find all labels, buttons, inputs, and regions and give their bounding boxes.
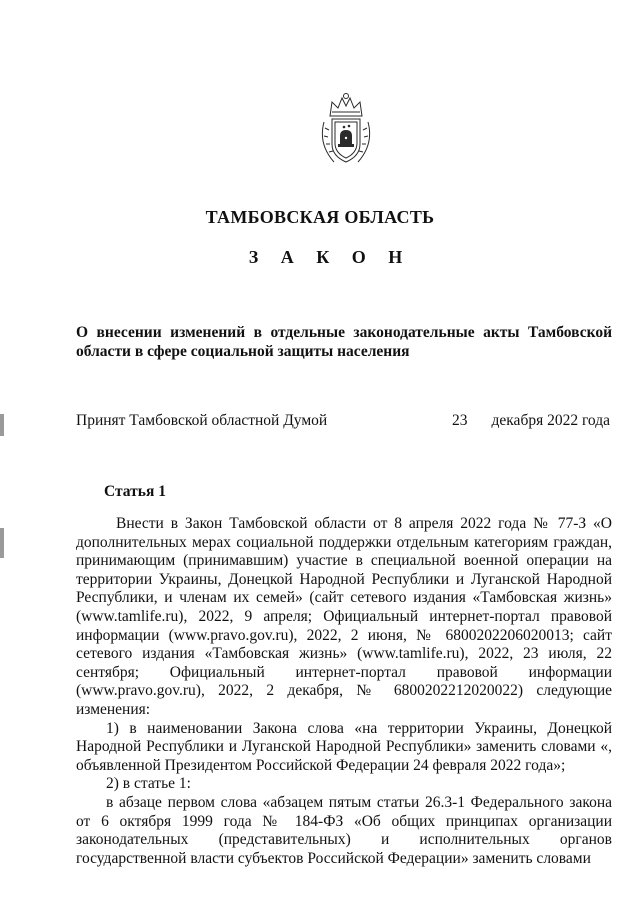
adopted-day: 23 bbox=[452, 412, 468, 429]
article-paragraph: 1) в наименовании Закона слова «на территории Украины, Донецкой Народной Республики и Луганской Народной Республики» заменить словами «, объявленной Президентом Российской Федерации 24 февраля 2022 года»; bbox=[76, 719, 612, 774]
doc-type-title: З А К О Н bbox=[248, 247, 412, 267]
adopted-month-year: декабря 2022 года bbox=[491, 412, 610, 429]
law-title: О внесении изменений в отдельные законодательные акты Тамбовской области в сфере социальной защиты населения bbox=[76, 324, 612, 360]
scan-margin-mark bbox=[0, 528, 4, 558]
coat-of-arms-icon bbox=[320, 92, 372, 168]
article-heading: Статья 1 bbox=[104, 483, 166, 500]
adopted-by: Принят Тамбовской областной Думой bbox=[76, 412, 328, 429]
adoption-line bbox=[76, 412, 610, 432]
article-body bbox=[76, 515, 612, 868]
article-paragraph: Внести в Закон Тамбовской области от 8 апреля 2022 года № 77-З «О дополнительных мерах социальной поддержки отдельным категориям граждан, принимающим (принимавшим) участие в специальной военной операции на территории Украины, Донецкой Народной Республики и Луганской Народной Республики, и членам их семей» (сайт сетевого издания «Тамбовская жизнь» (www.tamlife.ru), 2022, 9 апреля; Официальный интернет-портал правовой информации (www.pravo.gov.ru), 2022, 2 июня, № 6800202206020013; сайт сетевого издания «Тамбовская жизнь» (www.tamlife.ru), 2022, 23 июля, 22 сентября; Официальный интернет-портал правовой информации (www.pravo.gov.ru), 2022, 2 декабря, № 6800202212020022) следующие изменения: bbox=[76, 515, 612, 718]
article-paragraph: 2) в статье 1: bbox=[106, 775, 191, 793]
region-title: ТАМБОВСКАЯ ОБЛАСТЬ bbox=[205, 207, 435, 227]
article-paragraph: в абзаце первом слова «абзацем пятым статьи 26.3-1 Федерального закона от 6 октября 1999 года № 184-ФЗ «Об общих принципах организации законодательных (представительных) и исполнительных органов государственной власти субъектов Российской Федерации» заменить словами bbox=[76, 793, 612, 867]
scan-margin-mark bbox=[0, 414, 4, 436]
